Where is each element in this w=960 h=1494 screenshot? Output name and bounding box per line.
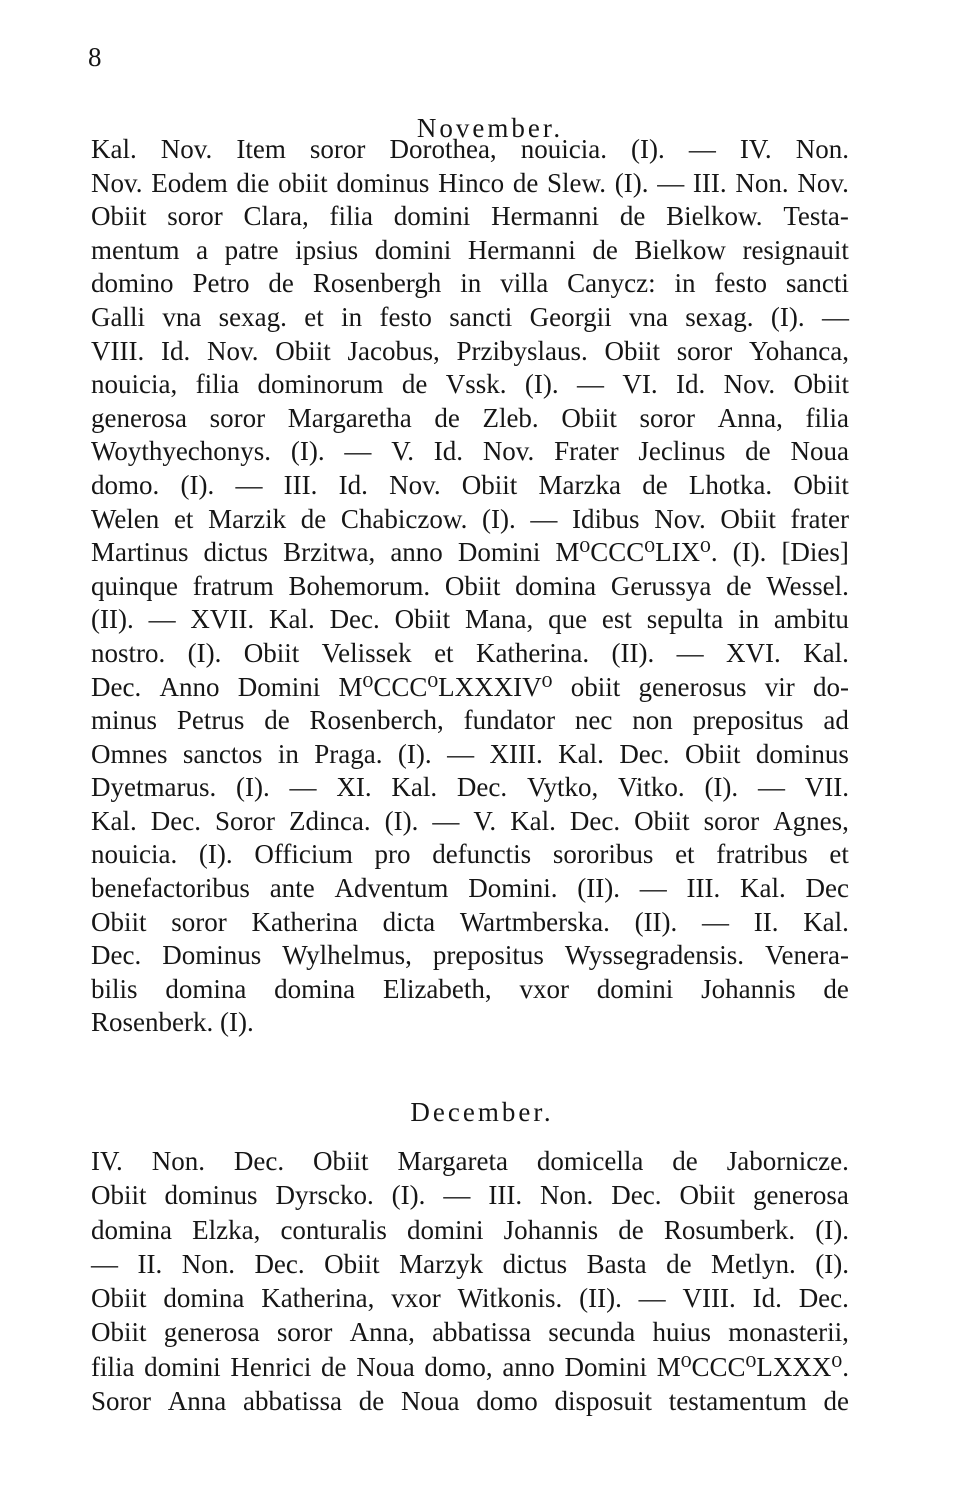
november-text-line: Welen et Marzik de Chabiczow. (I). — Idibus Nov. Obiit frater	[91, 503, 849, 534]
november-text-line: Dyetmarus. (I). — XI. Kal. Dec. Vytko, Vitko. (I). — VII.	[91, 772, 849, 803]
december-text-line: IV. Non. Dec. Obiit Margareta domicella de Jabornicze.	[91, 1146, 849, 1176]
december-text-line: Obiit generosa soror Anna, abbatissa secunda huius monasterii,	[91, 1317, 849, 1348]
november-text-line: quinque fratrum Bohemorum. Obiit domina Gerussya de Wessel.	[91, 570, 849, 601]
december-text-block	[91, 1144, 849, 1418]
november-text-line: Woythyechonys. (I). — V. Id. Nov. Frater Jeclinus de Noua	[91, 436, 849, 467]
november-text-line: (II). — XVII. Kal. Dec. Obiit Mana, que est sepulta in ambitu	[91, 604, 849, 635]
november-text-line: Martinus dictus Brzitwa, anno Domini M⁰CCC⁰LIX⁰. (I). [Dies]	[91, 537, 849, 568]
november-text-line: nouicia, filia dominorum de Vssk. (I). — VI. Id. Nov. Obiit	[91, 369, 849, 400]
november-text-line: Omnes sanctos in Praga. (I). — XIII. Kal. Dec. Obiit dominus	[91, 738, 849, 769]
november-text-line: Dec. Anno Domini M⁰CCC⁰LXXXIV⁰ obiit generosus vir do-	[91, 671, 849, 702]
november-text-line: VIII. Id. Nov. Obiit Jacobus, Przibyslaus. Obiit soror Yohanca,	[91, 335, 849, 366]
november-text-line: Galli vna sexag. et in festo sancti Georgii vna sexag. (I). —	[91, 301, 849, 332]
page-number: 8	[88, 42, 102, 72]
november-text-line: Rosenberk. (I).	[91, 1007, 254, 1038]
november-text-line: Kal. Nov. Item soror Dorothea, nouicia. (I). — IV. Non.	[91, 134, 849, 164]
november-text-line: mentum a patre ipsius domini Hermanni de Bielkow resignauit	[91, 234, 849, 265]
november-text-line: bilis domina domina Elizabeth, vxor domini Johannis de	[91, 973, 849, 1004]
november-text-line: benefactoribus ante Adventum Domini. (II). — III. Kal. Dec	[91, 873, 849, 904]
december-text-line: Obiit dominus Dyrscko. (I). — III. Non. Dec. Obiit generosa	[91, 1180, 849, 1211]
section-heading-november: November.	[416, 113, 564, 143]
november-text-line: nostro. (I). Obiit Velissek et Katherina. (II). — XVI. Kal.	[91, 637, 849, 668]
november-text-line: domino Petro de Rosenbergh in villa Canycz: in festo sancti	[91, 268, 849, 299]
november-text-line: Dec. Dominus Wylhelmus, prepositus Wyssegradensis. Venera-	[91, 940, 849, 971]
november-text-line: generosa soror Margaretha de Zleb. Obiit soror Anna, filia	[91, 402, 849, 433]
november-text-line: Obiit soror Katherina dicta Wartmberska. (II). — II. Kal.	[91, 906, 849, 937]
december-text-line: Obiit domina Katherina, vxor Witkonis. (II). — VIII. Id. Dec.	[91, 1283, 849, 1314]
section-heading-december: December.	[410, 1097, 554, 1127]
november-text-line: Obiit soror Clara, filia domini Hermanni de Bielkow. Testa-	[91, 201, 849, 232]
december-text-line: Soror Anna abbatissa de Noua domo disposuit testamentum de	[91, 1386, 849, 1417]
november-text-line: nouicia. (I). Officium pro defunctis sororibus et fratribus et	[91, 839, 849, 870]
november-text-line: minus Petrus de Rosenberch, fundator nec non prepositus ad	[91, 705, 849, 736]
december-text-line: domina Elzka, conturalis domini Johannis de Rosumberk. (I).	[91, 1214, 849, 1245]
december-text-line: filia domini Henrici de Noua domo, anno Domini M⁰CCC⁰LXXX⁰.	[91, 1351, 849, 1382]
november-text-block	[91, 133, 849, 1040]
november-text-line: domo. (I). — III. Id. Nov. Obiit Marzka de Lhotka. Obiit	[91, 469, 849, 500]
december-text-line: — II. Non. Dec. Obiit Marzyk dictus Basta de Metlyn. (I).	[91, 1248, 849, 1279]
november-text-line: Kal. Dec. Soror Zdinca. (I). — V. Kal. Dec. Obiit soror Agnes,	[91, 805, 849, 836]
november-text-line: Nov. Eodem die obiit dominus Hinco de Slew. (I). — III. Non. Nov.	[91, 167, 849, 198]
